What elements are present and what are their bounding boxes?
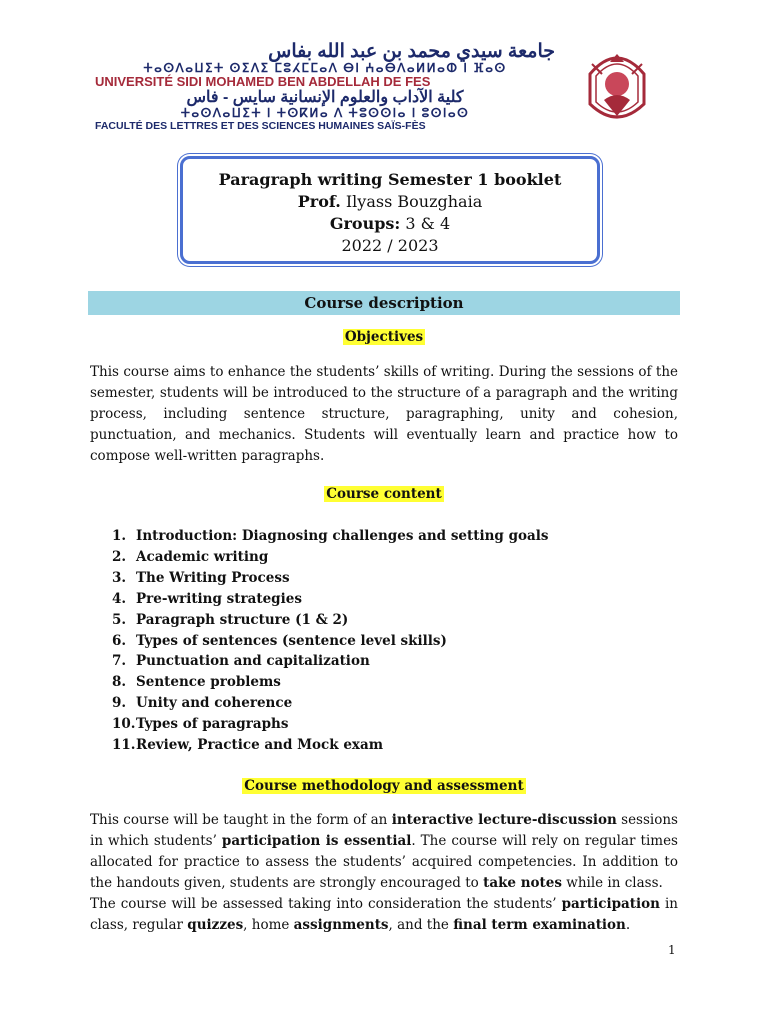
page-number: 1 xyxy=(668,943,676,957)
methodology-paragraph: This course will be taught in the form of an interactive lecture-discussion sessions in which students’ participation is essential. The course will rely on regular times allocated for practice to assess the students’ acquired competencies. In addition to the handouts given, students are strongly encouraged to take notes while in class. xyxy=(90,812,678,891)
list-item: 1. Introduction: Diagnosing challenges and setting goals xyxy=(112,528,549,544)
booklet-title: Paragraph writing Semester 1 booklet xyxy=(218,170,562,189)
objectives-heading xyxy=(0,329,768,345)
methodology-heading-text: Course methodology and assessment xyxy=(244,778,524,794)
faculty-name: FACULTÉ DES LETTRES ET DES SCIENCES HUMAINES SAÏS-FÈS xyxy=(95,120,426,132)
course-content-heading-text: Course content xyxy=(326,486,442,502)
groups-line xyxy=(183,213,597,235)
course-content-heading xyxy=(0,486,768,502)
list-item: 10.Types of paragraphs xyxy=(112,716,289,733)
groups-value: 3 & 4 xyxy=(405,214,451,233)
arabic-university-name: جامعة سيدي محمد بن عبد الله بفاس xyxy=(268,41,555,62)
list-item: 4. Pre-writing strategies xyxy=(112,590,302,607)
tifinagh-university-name: ⵜⴰⵙⴷⴰⵡⵉⵜ ⵙⵉⴷⵉ ⵎⵓⵃⵎⵎⴰⴷ ⴱⵏ ⵄⴰⴱⴷⴰⵍⵍⴰⵀ ⵏ ⴼⴰⵙ xyxy=(143,61,507,75)
list-item: 7. Punctuation and capitalization xyxy=(112,653,370,670)
professor-line xyxy=(183,191,597,213)
university-name: UNIVERSITÉ SIDI MOHAMED BEN ABDELLAH DE FES xyxy=(95,74,431,89)
university-banner xyxy=(95,41,555,132)
academic-year: 2022 / 2023 xyxy=(341,236,439,255)
arabic-faculty-name: كلية الآداب والعلوم الإنسانية سايس - فاس xyxy=(186,89,464,106)
prof-name: Ilyass Bouzghaia xyxy=(345,192,483,211)
list-item: 9. Unity and coherence xyxy=(112,695,293,712)
title-box xyxy=(180,156,600,264)
list-item: 11.Review, Practice and Mock exam xyxy=(112,737,383,754)
tifinagh-faculty-name: ⵜⴰⵙⴷⴰⵡⵉⵜ ⵏ ⵜⵙⴽⵍⴰ ⴷ ⵜⵓⵙⵙⵏⴰ ⵏ ⵓⵙⵏⴰⵙ xyxy=(180,106,470,120)
assessment-paragraph: The course will be assessed taking into consideration the students’ participation in class, regular quizzes, home assignments, and the final term examination. xyxy=(90,896,678,933)
list-item: 3. The Writing Process xyxy=(112,569,290,586)
objectives-paragraph: This course aims to enhance the students’ skills of writing. During the sessions of the semester, students will be introduced to the structure of a paragraph and the writing process, including sentence structure, paragraphing, unity and cohesion, punctuation, and mechanics. Students will eventually learn and practice how to compose well-written paragraphs. xyxy=(90,364,678,464)
university-header xyxy=(95,42,655,132)
list-item: 5. Paragraph structure (1 & 2) xyxy=(112,611,349,628)
list-item: 6. Types of sentences (sentence level skills) xyxy=(112,632,447,649)
methodology-heading xyxy=(0,778,768,794)
course-description-heading: Course description xyxy=(88,291,680,315)
list-item: 2. Academic writing xyxy=(112,548,269,565)
list-item: 8. Sentence problems xyxy=(112,674,281,691)
prof-label: Prof. xyxy=(297,192,341,211)
course-content-list xyxy=(112,526,549,756)
objectives-heading-text: Objectives xyxy=(344,329,424,345)
groups-label: Groups: xyxy=(329,214,401,233)
university-logo-icon xyxy=(582,44,652,128)
